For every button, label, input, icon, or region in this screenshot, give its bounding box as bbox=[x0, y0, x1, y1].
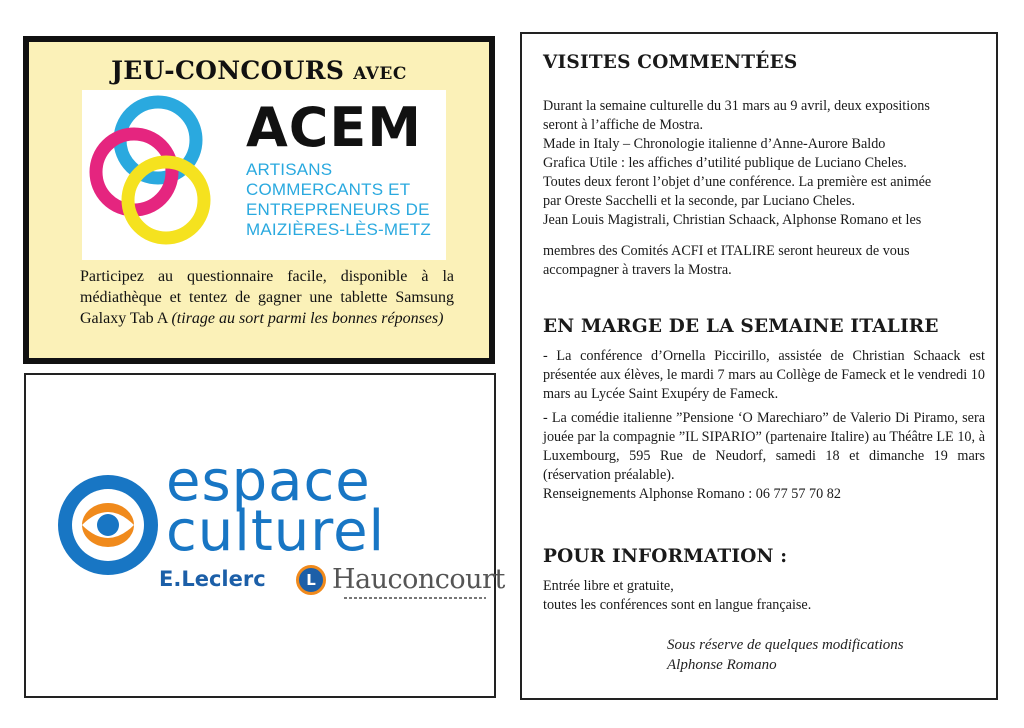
town-underline bbox=[344, 597, 486, 599]
acem-line: ENTREPRENEURS DE bbox=[246, 200, 430, 219]
contest-title-main: JEU-CONCOURS bbox=[111, 56, 345, 85]
marge-paragraph-1: - La conférence d’Ornella Piccirillo, assistée de Christian Schaack est présentée aux élèves, le mardi 7 mars au Collège de Fameck et le vendredi 10 mars au Lycée Saint Exupéry de Fameck. bbox=[543, 348, 985, 402]
information-heading: POUR INFORMATION : bbox=[543, 546, 788, 567]
contest-panel bbox=[23, 36, 495, 364]
visites-line: membres des Comités ACFI et ITALIRE seront heureux de vous bbox=[543, 243, 910, 259]
visites-line: par Oreste Sacchelli et la seconde, par Luciano Cheles. bbox=[543, 193, 855, 209]
visites-line: Jean Louis Magistrali, Christian Schaack, Alphonse Romano et les bbox=[543, 212, 922, 228]
visites-text-2 bbox=[543, 242, 985, 280]
contest-note: (tirage au sort parmi les bonnes réponses) bbox=[171, 310, 444, 327]
visites-line: Made in Italy – Chronologie italienne d’Anne-Aurore Baldo bbox=[543, 136, 886, 152]
eye-icon bbox=[52, 469, 164, 581]
contest-title bbox=[29, 56, 489, 85]
acem-name: ACEM bbox=[246, 96, 423, 159]
acem-lines bbox=[246, 160, 431, 240]
culturel-word: culturel bbox=[166, 499, 386, 564]
acem-logo bbox=[82, 90, 446, 260]
acem-line: MAIZIÈRES-LÈS-METZ bbox=[246, 220, 431, 239]
leclerc-logo-icon: L bbox=[296, 565, 326, 595]
information-text bbox=[543, 577, 985, 615]
signature-note: Sous réserve de quelques modifications bbox=[667, 637, 904, 653]
leclerc-brand: E.Leclerc bbox=[159, 567, 266, 591]
contest-text bbox=[80, 266, 454, 329]
espace-culturel-wordmark bbox=[166, 449, 386, 564]
signature-name: Alphonse Romano bbox=[667, 657, 777, 673]
visites-line: Grafica Utile : les affiches d’utilité publique de Luciano Cheles. bbox=[543, 155, 907, 171]
visites-line: seront à l’affiche de Mostra. bbox=[543, 117, 704, 133]
marge-paragraph-2: - La comédie italienne ”Pensione ‘O Marechiaro” de Valerio Di Piramo, sera jouée par la compagnie ”IL SIPARIO” (partenaire Italire) au Théâtre LE 10, à Luxembourg, 595 Rue de Neudorf, samedi 18 et dimanche 19 mars (réservation préalable). bbox=[543, 410, 985, 483]
visites-heading: VISITES COMMENTÉES bbox=[543, 52, 798, 73]
sponsor-panel bbox=[24, 373, 505, 698]
information-line: toutes les conférences sont en langue française. bbox=[543, 597, 812, 613]
visites-line: accompagner à travers la Mostra. bbox=[543, 262, 732, 278]
contest-title-small: AVEC bbox=[353, 64, 407, 84]
visites-text bbox=[543, 97, 985, 230]
acem-line: COMMERCANTS ET bbox=[246, 180, 411, 199]
visites-line: Durant la semaine culturelle du 31 mars au 9 avril, deux expositions bbox=[543, 98, 930, 114]
contest-description: Participez au questionnaire facile, disponible à la médiathèque et tentez de gagner une tablette Samsung Galaxy Tab A bbox=[80, 268, 454, 327]
marge-text bbox=[543, 347, 985, 504]
espace-word: espace bbox=[166, 449, 371, 514]
info-panel bbox=[520, 32, 998, 700]
acem-rings-icon bbox=[82, 90, 246, 260]
marge-heading: EN MARGE DE LA SEMAINE ITALIRE bbox=[543, 316, 939, 337]
acem-line: ARTISANS bbox=[246, 160, 333, 179]
town-name: Hauconcourt bbox=[332, 564, 505, 595]
marge-contact: Renseignements Alphonse Romano : 06 77 57 70 82 bbox=[543, 486, 841, 502]
signature bbox=[667, 635, 904, 675]
information-line: Entrée libre et gratuite, bbox=[543, 578, 674, 594]
visites-line: Toutes deux feront l’objet d’une conférence. La première est animée bbox=[543, 174, 932, 190]
